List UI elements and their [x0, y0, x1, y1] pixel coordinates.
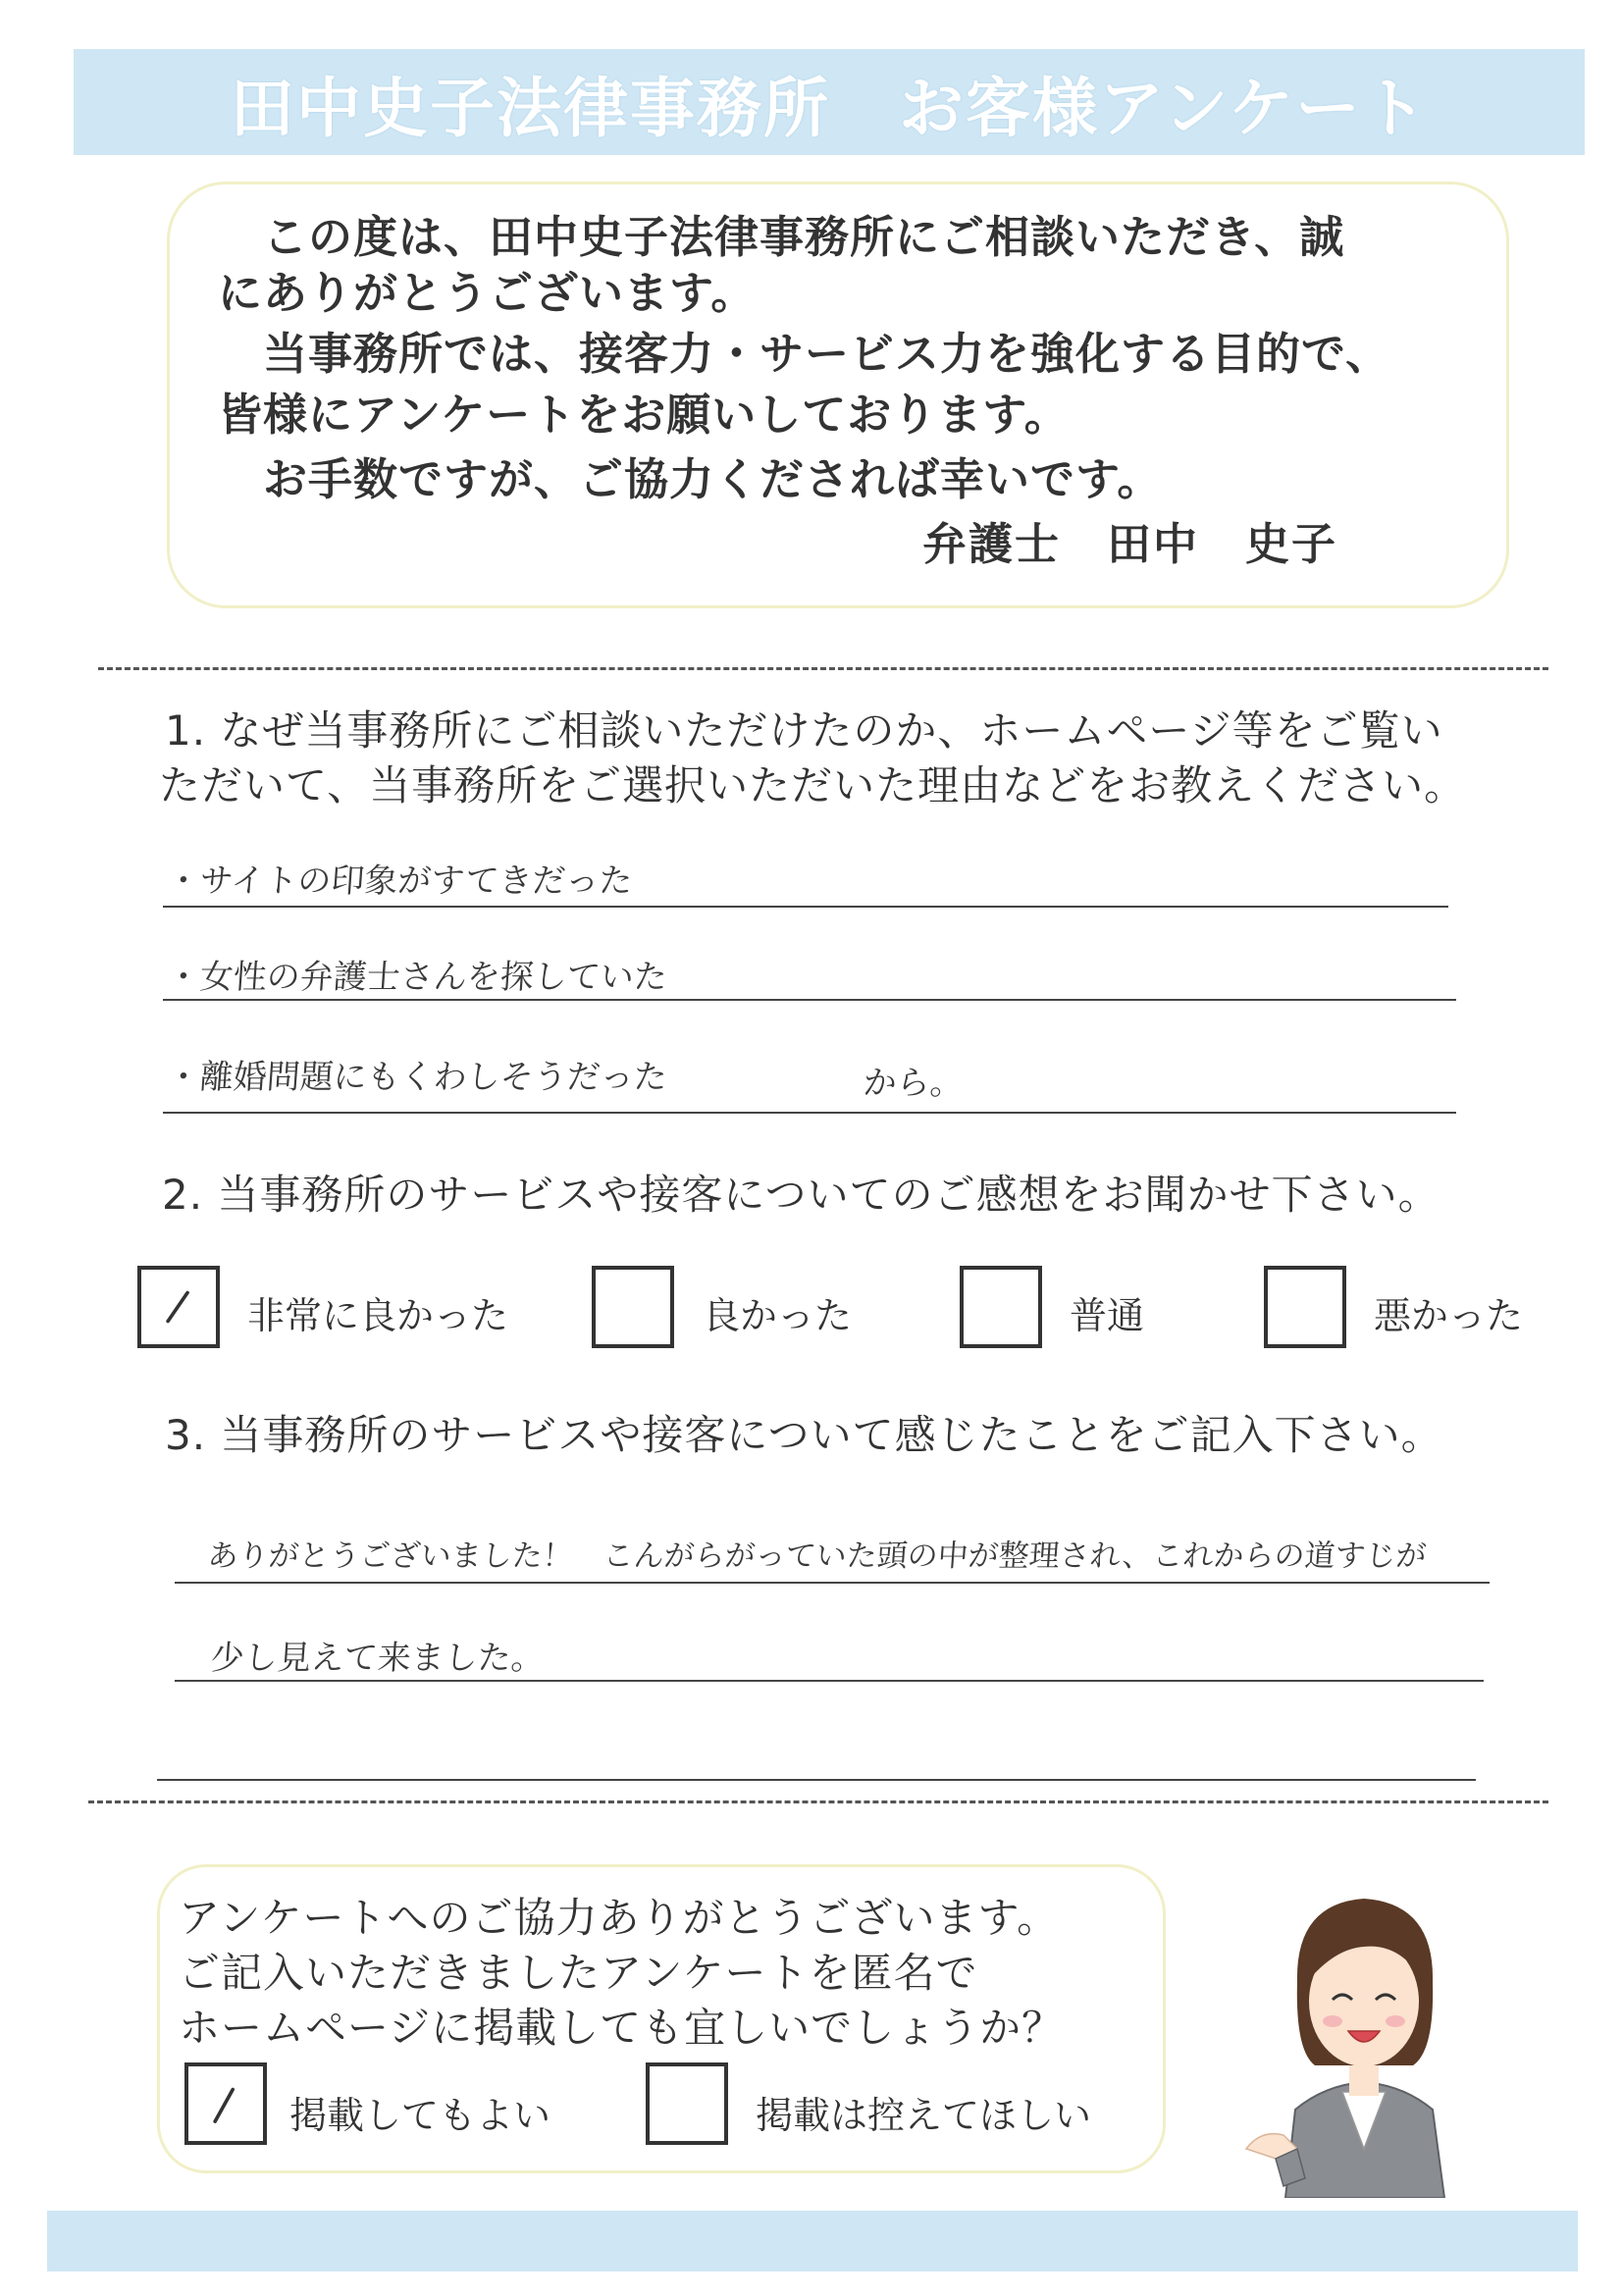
q2-option-normal-label: 普通	[1070, 1294, 1145, 1337]
q2-option-bad-label: 悪かった	[1374, 1294, 1524, 1337]
signature: 弁護士 田中 史子	[922, 518, 1338, 570]
header-banner	[74, 49, 1585, 155]
intro-line-1: この度は、田中史子法律事務所にご相談いただき、誠	[263, 211, 1345, 263]
header-office-name: 田中史子法律事務所	[229, 70, 830, 146]
q3-question: 3. 当事務所のサービスや接客について感じたことをご記入下さい。	[165, 1411, 1443, 1459]
section-divider	[88, 1800, 1548, 1803]
intro-line-2: にありがとうございます。	[218, 267, 757, 319]
closing-line-2: ご記入いただきましたアンケートを匿名で	[179, 1949, 978, 1997]
header-title	[230, 56, 1429, 149]
q2-option-normal-checkbox[interactable]	[960, 1266, 1042, 1348]
q1-answer-1: ・サイトの印象がすてきだった	[165, 861, 634, 901]
lawyer-illustration	[1227, 1864, 1501, 2198]
publish-decline-checkbox[interactable]	[646, 2062, 728, 2145]
q1-line-1: 1. なぜ当事務所にご相談いただけたのか、ホームページ等をご覧い	[165, 706, 1443, 755]
publish-ok-checkbox[interactable]	[184, 2062, 267, 2145]
q3-answer-1: ありがとうございました！ こんがらがっていた頭の中が整理され、これからの道すじが	[206, 1539, 1428, 1574]
q2-option-good-checkbox[interactable]	[592, 1266, 674, 1348]
closing-line-1: アンケートへのご協力ありがとうございます。	[179, 1894, 1060, 1942]
intro-line-4: 皆様にアンケートをお願いしております。	[218, 389, 1070, 441]
check-mark-icon	[141, 1270, 216, 1344]
answer-line	[163, 1112, 1456, 1114]
section-divider	[98, 667, 1548, 670]
intro-line-5: お手数ですが、ご協力くだされば幸いです。	[263, 453, 1163, 505]
footer-banner	[47, 2211, 1578, 2271]
q1-line-2: ただいて、当事務所をご選択いただいた理由などをお教えください。	[159, 761, 1467, 809]
q2-option-good-label: 良かった	[703, 1294, 853, 1337]
header-survey-title: お客様アンケート	[898, 70, 1430, 146]
check-mark-icon	[188, 2066, 263, 2141]
q1-answer-2: ・女性の弁護士さんを探していた	[165, 958, 669, 997]
intro-line-3: 当事務所では、接客力・サービス力を強化する目的で、	[263, 328, 1391, 380]
q2-question: 2. 当事務所のサービスや接客についてのご感想をお聞かせ下さい。	[162, 1171, 1440, 1219]
publish-ok-label: 掲載してもよい	[289, 2094, 551, 2137]
q2-option-bad-checkbox[interactable]	[1264, 1266, 1346, 1348]
q1-answer-suffix: から。	[862, 1064, 966, 1103]
q2-option-very-good-label: 非常に良かった	[247, 1294, 509, 1337]
q1-answer-3: ・離婚問題にもくわしそうだった	[165, 1058, 669, 1097]
answer-line	[175, 1582, 1490, 1584]
answer-line	[157, 1779, 1476, 1781]
publish-decline-label: 掲載は控えてほしい	[756, 2094, 1092, 2137]
answer-line	[175, 1680, 1484, 1682]
answer-line	[163, 906, 1448, 908]
q2-option-very-good-checkbox[interactable]	[137, 1266, 220, 1348]
answer-line	[163, 999, 1456, 1001]
q3-answer-2: 少し見えて来ました。	[209, 1639, 547, 1678]
closing-line-3: ホームページに掲載しても宜しいでしょうか？	[179, 2004, 1065, 2052]
